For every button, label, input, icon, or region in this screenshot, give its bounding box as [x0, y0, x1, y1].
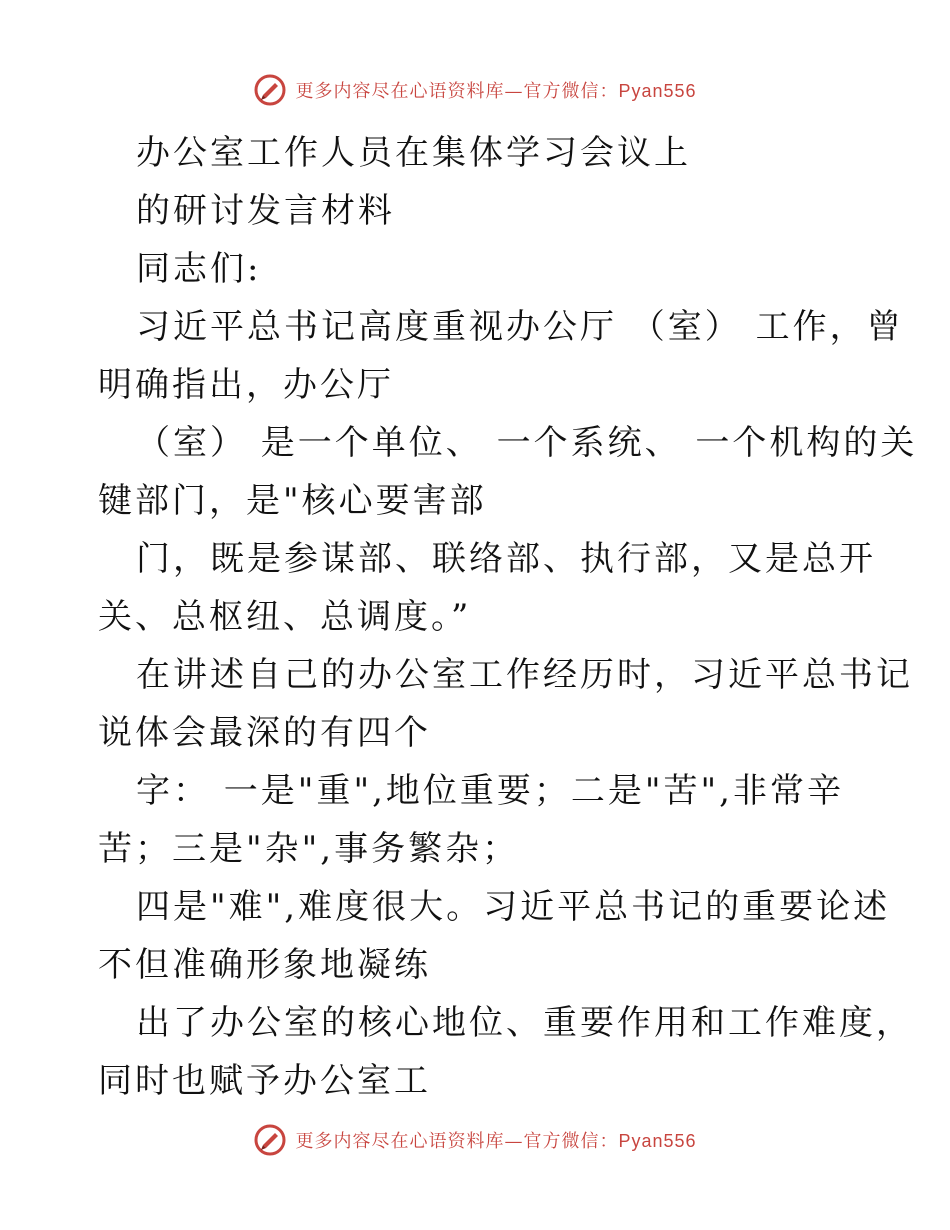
- text-line: 字： 一是"重",地位重要；二是"苦",非常辛: [136, 771, 844, 811]
- text-line: 在讲述自己的办公室工作经历时，习近平总书记: [136, 655, 913, 695]
- text-line: 不但准确形象地凝练: [98, 945, 431, 985]
- text-line: 明确指出，办公厅: [98, 365, 394, 405]
- text-line: 关、总枢纽、总调度。”: [98, 597, 472, 637]
- logo-icon: [253, 1123, 287, 1157]
- text-line: 苦；三是"杂",事务繁杂；: [98, 829, 520, 869]
- text-line: 出了办公室的核心地位、重要作用和工作难度，: [136, 1003, 913, 1043]
- text-line: 四是"难",难度很大。习近平总书记的重要论述: [136, 887, 891, 927]
- watermark-text: 更多内容尽在心语资料库—官方微信：Pyan556: [295, 1131, 697, 1152]
- paragraph-lines: [98, 240, 918, 1110]
- text-line: （室） 是一个单位、 一个系统、 一个机构的关: [136, 423, 918, 463]
- document-body: [98, 124, 918, 1110]
- text-line: 同志们:: [136, 249, 262, 289]
- text-line: 键部门，是"核心要害部: [98, 481, 487, 521]
- footer-watermark: [0, 1120, 950, 1160]
- title-line-2: 的研讨发言材料: [136, 191, 395, 231]
- text-line: 说体会最深的有四个: [98, 713, 431, 753]
- title-line-1: 办公室工作人员在集体学习会议上: [136, 133, 691, 173]
- logo-icon: [253, 73, 287, 107]
- header-watermark: [0, 70, 950, 110]
- text-line: 门，既是参谋部、联络部、执行部，又是总开: [136, 539, 876, 579]
- watermark-text: 更多内容尽在心语资料库—官方微信：Pyan556: [295, 81, 697, 102]
- text-line: 习近平总书记高度重视办公厅 （室） 工作，曾: [136, 307, 904, 347]
- text-line: 同时也赋予办公室工: [98, 1061, 431, 1101]
